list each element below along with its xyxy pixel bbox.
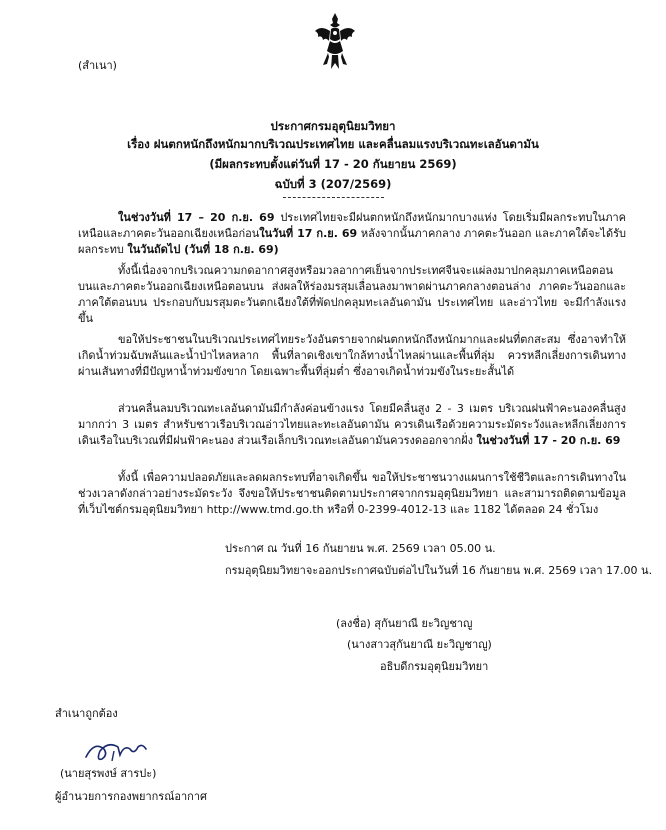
title-divider <box>283 197 384 198</box>
handwritten-signature-icon <box>84 735 152 765</box>
paragraph-5 <box>78 470 626 518</box>
paragraph-1-lead: ในช่วงวันที่ 17 – 20 ก.ย. 69 <box>118 211 275 224</box>
paragraph-3 <box>78 332 626 380</box>
document-subject: เรื่อง ฝนตกหนักถึงหนักมากบริเวณประเทศไทย และคลื่นลมแรงบริเวณทะเลอันดามัน <box>127 137 539 151</box>
certified-copy-label: สำเนาถูกต้อง <box>55 707 118 720</box>
signature-line: (ลงชื่อ) สุกันยาณี ยะวิญชาญู <box>336 617 473 630</box>
signatory-position: อธิบดีกรมอุตุนิยมวิทยา <box>380 660 489 673</box>
document-issue-number: ฉบับที่ 3 (207/2569) <box>274 177 392 191</box>
paragraph-1-emph-b: ในวันถัดไป (วันที่ 18 ก.ย. 69) <box>127 243 279 256</box>
garuda-emblem-icon <box>313 11 357 71</box>
copy-label: (สำเนา) <box>78 59 117 72</box>
paragraph-1-emph-a: ในวันที่ 17 ก.ย. 69 <box>259 227 358 240</box>
paragraph-2-text: ทั้งนี้เนื่องจากบริเวณความกดอากาศสูงหรือมวลอากาศเย็นจากประเทศจีนจะแผ่ลงมาปกคลุมภาคเหนือตอนบนและภาคตะวันออกเฉียงเหนือตอนบน ส่งผลให้ร่องมรสุมเลื่อนลงมาพาดผ่านภาคกลางตอนล่าง ภาคตะวันออกและภาคใต้ตอนบน ประกอบกับมรสุมตะวันตกเฉียงใต้ที่พัดปกคลุมทะเลอันดามัน ประเทศไทย และอ่าวไทย จะมีกำลังแรงขึ้น <box>78 264 626 325</box>
paragraph-4 <box>78 401 626 449</box>
certifier-name: (นายสุรพงษ์ สารปะ) <box>60 767 157 780</box>
paragraph-5-text: ทั้งนี้ เพื่อความปลอดภัยและลดผลกระทบที่อาจเกิดขึ้น ขอให้ประชาชนวางแผนการใช้ชีวิตและการเดินทางในช่วงเวลาดังกล่าวอย่างระมัดระวัง จึงขอให้ประชาชนติดตามประกาศจากกรมอุตุนิยมวิทยา และสามารถติดตามข้อมูลที่เว็บไซต์กรมอุตุนิยมวิทยา http://www.tmd.go.th หรือที่ 0-2399-4012-13 และ 1182 ได้ตลอด 24 ชั่วโมง <box>78 471 626 516</box>
paragraph-4-text: ส่วนคลื่นลมบริเวณทะเลอันดามันมีกำลังค่อนข้างแรง โดยมีคลื่นสูง 2 - 3 เมตร บริเวณฝนฟ้าคะนองคลื่นสูงมากกว่า 3 เมตร สำหรับชาวเรือบริเวณอ่าวไทยและทะเลอันดามัน ควรเดินเรือด้วยความระมัดระวังและหลีกเลี่ยงการเดินเรือในบริเวณที่มีฝนฟ้าคะนอง ส่วนเรือเล็กบริเวณทะเลอันดามันควรงดออกจากฝั่ง <box>78 402 626 447</box>
paragraph-1-text-a: ประเทศไทยจะมีฝนตกหนักถึงหนักมากบางแห่ง โดยเริ่มมีผลกระทบในภาคเหนือและภาคตะวันออกเฉียงเหนือก่อน <box>78 211 626 240</box>
next-issue-statement: กรมอุตุนิยมวิทยาจะออกประกาศฉบับต่อไปในวันที่ 16 กันยายน พ.ศ. 2569 เวลา 17.00 น. <box>225 564 653 577</box>
document-effective-period: (มีผลกระทบตั้งแต่วันที่ 17 - 20 กันยายน 2569) <box>209 157 457 171</box>
certifier-position: ผู้อำนวยการกองพยากรณ์อากาศ <box>55 790 208 803</box>
issued-statement: ประกาศ ณ วันที่ 16 กันยายน พ.ศ. 2569 เวลา 05.00 น. <box>225 542 496 555</box>
paragraph-2 <box>78 263 626 327</box>
document-title: ประกาศกรมอุตุนิยมวิทยา <box>270 119 396 133</box>
paragraph-3-text: ขอให้ประชาชนในบริเวณประเทศไทยระวังอันตรายจากฝนตกหนักถึงหนักมากและฝนที่ตกสะสม ซึ่งอาจทำให้เกิดน้ำท่วมฉับพลันและน้ำป่าไหลหลาก พื้นที่ลาดเชิงเขาใกล้ทางน้ำไหลผ่านและพื้นที่ลุ่ม ควรหลีกเลี่ยงการเดินทางผ่านเส้นทางที่มีปัญหาน้ำท่วมขังขาก โดยเฉพาะพื้นที่ลุ่มต่ำ ซึ่งอาจเกิดน้ำท่วมขังในระยะสั้นได้ <box>78 333 626 378</box>
signatory-name: (นางสาวสุกันยาณี ยะวิญชาญู) <box>347 638 492 651</box>
paragraph-4-emph: ในช่วงวันที่ 17 - 20 ก.ย. 69 <box>476 434 621 447</box>
paragraph-1 <box>78 210 626 258</box>
paragraph-1-text-b: หลังจากนั้นภาคกลาง ภาคตะวันออก และภาคใต้จะได้รับผลกระทบ <box>78 227 626 256</box>
